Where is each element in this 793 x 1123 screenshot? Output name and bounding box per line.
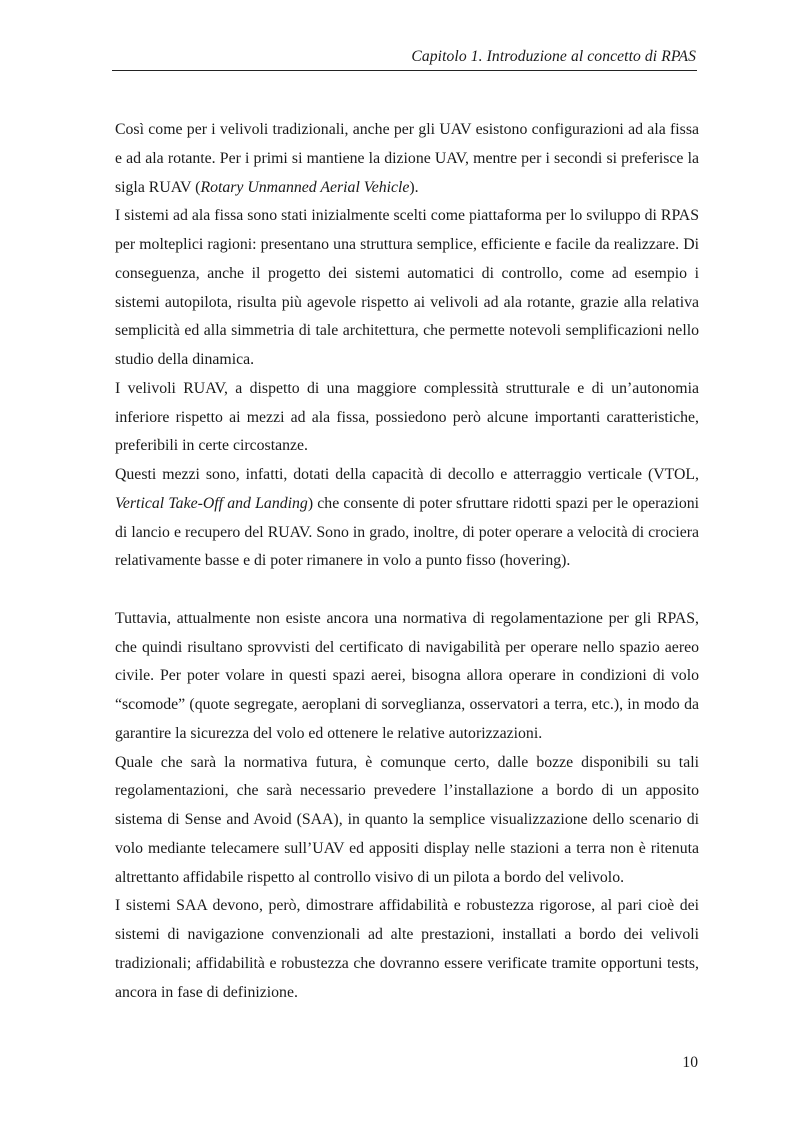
emphasis-term: Vertical Take-Off and Landing [115, 494, 308, 512]
body-text [115, 116, 699, 1007]
paragraph-text: ) che consente di poter sfruttare ridotti spazi per le operazioni di lancio e recupero del RUAV. Sono in grado, inoltre, di poter operare a velocità di crociera relativamente basse e di poter rimanere in volo a punto fisso (hovering). [115, 494, 700, 570]
paragraph-text: I sistemi SAA devono, però, dimostrare affidabilità e robustezza rigorose, al pari cioè dei sistemi di navigazione convenzionali ad alte prestazioni, installati a bordo dei velivoli tradizionali; affidabilità e robustezza che dovranno essere verificate tramite opportuni tests, ancora in fase di definizione. [115, 897, 699, 1001]
paragraph-text: Questi mezzi sono, infatti, dotati della capacità di decollo e atterraggio verticale (VTOL, [115, 466, 699, 483]
chapter-title: Capitolo 1. Introduzione al concetto di RPAS [411, 48, 696, 65]
emphasis-term: Rotary Unmanned Aerial Vehicle [200, 178, 410, 196]
paragraph-text: ). [409, 178, 419, 196]
paragraph-7 [115, 892, 699, 1007]
paragraph-text: I sistemi ad ala fissa sono stati inizialmente scelti come piattaforma per lo sviluppo di RPAS per molteplici ragioni: presentano una struttura semplice, efficiente e facile da realizzare. Di conseguenza, anche il progetto dei sistemi automatici di controllo, come ad esempio i sistemi autopilota, risulta più agevole rispetto ai velivoli ad ala rotante, grazie alla relativa semplicità ed alla simmetria di tale architettura, che permette notevoli semplificazioni nello studio della dinamica. [115, 207, 699, 368]
paragraph-5 [115, 605, 699, 749]
paragraph-1 [115, 116, 699, 202]
paragraph-text: I velivoli RUAV, a dispetto di una maggiore complessità strutturale e di un’autonomia inferiore rispetto ai mezzi ad ala fissa, possiedono però alcune importanti caratteristiche, preferibili in certe circostanze. [115, 379, 699, 455]
paragraph-text: Tuttavia, attualmente non esiste ancora una normativa di regolamentazione per gli RPAS, che quindi risultano sprovvisti del certificato di navigabilità per operare nello spazio aereo civile. Per poter volare in questi spazi aerei, bisogna allora operare in condizioni di volo “scomode” (quote segregate, aeroplani di sorveglianza, osservatori a terra, etc.), in modo da garantire la sicurezza del volo ed ottenere le relative autorizzazioni. [115, 609, 699, 742]
paragraph-4 [115, 461, 699, 576]
paragraph-6 [115, 749, 699, 893]
paragraph-3 [115, 375, 699, 461]
paragraph-text: Così come per i velivoli tradizionali, anche per gli UAV esistono configurazioni ad ala fissa e ad ala rotante. Per i primi si mantiene la dizione UAV, mentre per i secondi si preferisce la sigla RUAV ( [115, 121, 699, 196]
paragraph-text: Quale che sarà la normativa futura, è comunque certo, dalle bozze disponibili su tali regolamentazioni, che sarà necessario prevedere l’installazione a bordo di un apposito sistema di Sense and Avoid (SAA), in quanto la semplice visualizzazione dello scenario di volo mediante telecamere sull’UAV ed appositi display nelle stazioni a terra non è ritenuta altrettanto affidabile rispetto al controllo visivo di un pilota a bordo del velivolo. [115, 753, 699, 886]
running-header [112, 44, 697, 71]
page-number: 10 [682, 1054, 698, 1071]
paragraph-2 [115, 202, 699, 375]
